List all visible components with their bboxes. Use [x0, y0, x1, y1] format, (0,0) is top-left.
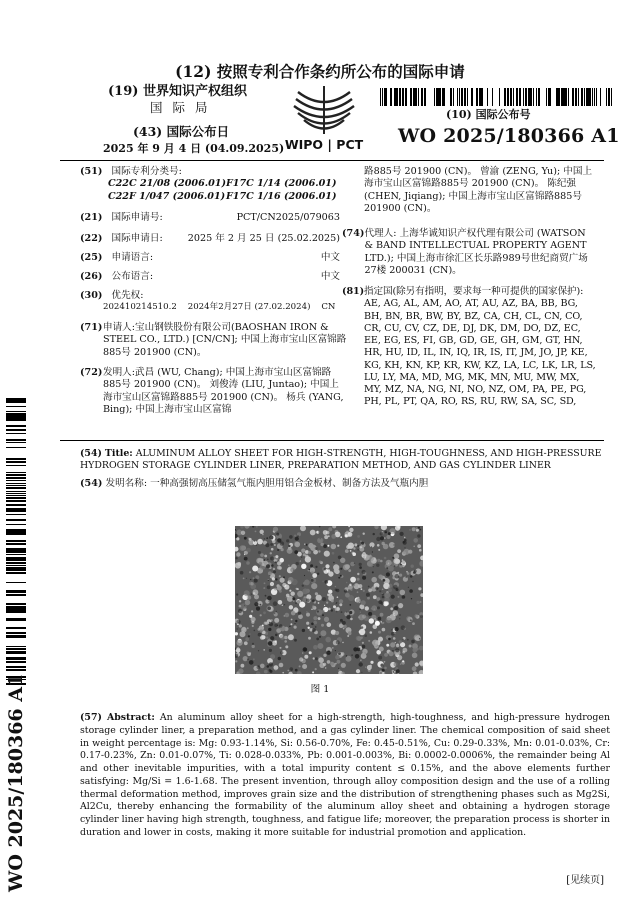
org-name-text: 世界知识产权组织 [142, 84, 247, 99]
abstract-label: Abstract: [106, 712, 155, 723]
pub-date-label [133, 124, 229, 140]
inventors-row [80, 367, 348, 416]
title-chinese [80, 478, 610, 490]
states-code: (81) [342, 286, 365, 297]
title-en-code: (54) [80, 448, 102, 459]
filing-lang-code: (25) [80, 252, 103, 263]
filing-row [80, 233, 348, 245]
abstract-code: (57) [80, 712, 102, 723]
logo-text: WIPO | PCT [284, 137, 364, 152]
app-no: PCT/CN2025/079063 [236, 212, 340, 223]
priority-code: (30) [80, 290, 103, 301]
ipc-code: (51) [80, 166, 103, 177]
publication-number: WO 2025/180366 A1 [398, 125, 620, 147]
filing-label: 国际申请日: [111, 233, 163, 244]
filing-code: (22) [80, 233, 103, 244]
document-title: (12) 按照专利合作条约所公布的国际申请 [175, 62, 465, 81]
priority-label: 优先权: [111, 290, 144, 301]
pub-no-label [446, 108, 531, 122]
pub-date-code: (43) [133, 124, 163, 139]
ipc-item: F17C 1/16 (2006.01) [226, 190, 337, 202]
applicant-code: (71) [80, 322, 103, 333]
title-cn-code: (54) [80, 478, 103, 489]
inventors-code: (72) [80, 367, 103, 378]
filing-lang-row [80, 252, 348, 264]
filing-lang-label: 申请语言: [111, 252, 154, 263]
filing-lang: 中文 [320, 252, 340, 263]
app-no-row [80, 212, 348, 224]
inventors: 发明人:武昌 (WU, Chang); 中国上海市宝山区富锦路885号 201900 (CN)。 刘俊涛 (LIU, Juntao); 中国上海市宝山区富锦路885号 201900 (CN)。 杨兵 (YANG, Bing); 中国上海市宝山区富锦 [103, 367, 344, 415]
agent-row [342, 228, 596, 277]
continued-note: [见续页] [566, 875, 604, 886]
pub-date-label-text: 国际公布日 [166, 124, 230, 139]
org-sub: 国 际 局 [150, 100, 211, 115]
ipc-label: 国际专利分类号: [111, 166, 182, 177]
app-no-label: 国际申请号: [111, 212, 163, 223]
priority-value: 202410214510.2 2024年2月27日 (27.02.2024) CN [103, 302, 336, 313]
ipc-item: C22F 1/047 (2006.01) [108, 190, 226, 202]
wipo-logo [278, 82, 370, 152]
states-row [342, 286, 596, 409]
org-name [108, 84, 247, 101]
inventors-continued: 路885号 201900 (CN)。 曾渝 (ZENG, Yu); 中国上海市宝山区富锦路885号 201900 (CN)。 陈纪强 (CHEN, Jiqiang); 中国上海市宝山区富锦路885号 201900 (CN)。 [364, 166, 593, 214]
abstract [80, 712, 610, 840]
applicant-row [80, 322, 348, 359]
figure-caption: 图 1 [310, 684, 330, 695]
agent: 代理人: 上海华诚知识产权代理有限公司 (WATSON & BAND INTELLECTUAL PROPERTY AGENT LTD.); 中国上海市徐汇区长乐路989号世纪商贸广场27楼 200031 (CN)。 [364, 228, 588, 276]
title-en-label: Title: [104, 448, 133, 459]
pub-lang-row [80, 271, 348, 283]
priority-row [80, 290, 348, 313]
pub-no-code: (10) [446, 108, 472, 121]
org-code: (19) [108, 84, 139, 99]
applicant: 申请人:宝山钢铁股份有限公司(BAOSHAN IRON & STEEL CO., LTD.) [CN/CN]; 中国上海市宝山区富锦路885号 201900 (CN)。 [103, 322, 347, 358]
divider [60, 160, 604, 161]
app-no-code: (21) [80, 212, 103, 223]
side-publication-number [4, 673, 29, 892]
pub-lang: 中文 [320, 271, 340, 282]
micrograph-figure [235, 526, 423, 674]
pub-no-label-text: 国际公布号 [475, 108, 531, 121]
barcode [380, 88, 612, 106]
abstract-text: An aluminum alloy sheet for a high-strength, high-toughness, and high-pressure hydrogen storage cylinder liner, a preparation method, and a gas cylinder liner. The chemical composition of said sheet in weight percentage is: Mg: 0.93-1.14%, Si: 0.56-0.70%, Fe: 0.45-0.51%, Cu: 0.29-0.33%, Mn: 0.01-0.03%, Cr: 0.17-0.23%, Zn: 0.01-0.07%, Ti: 0.028-0.033%, Pb: 0.001-0.003%, Bi: 0.0002-0.0006%, the remainder being Al and other inevitable impurities, with a total impurity content ≤ 0.15%, and the above elements further satisfying: Mg/Si = 1.6-1.68. The present invention, through alloy composition design and the use of a rolling thermal deformation method, improves grain size and the distribution of strengthening phases such as Mg2Si, Al2Cu, thereby enhancing the formability of the aluminum alloy sheet and obtaining a hydrogen storage cylinder liner having high strength, toughness, and fatigue life; moreover, the preparation process is shorter in duration and lower in costs, making it more suitable for industrial promotion and application. [80, 712, 610, 839]
pub-lang-label: 公布语言: [111, 271, 154, 282]
side-text: WO 2025/180366 A1 [5, 673, 27, 892]
divider [60, 440, 604, 441]
pub-lang-code: (26) [80, 271, 103, 282]
designated-states: 指定国(除另有指明，要求每一种可提供的国家保护): AE, AG, AL, AM, AO, AT, AU, AZ, BA, BB, BG, BH, BN, BR, BW, BY, BZ, CA, CH, CL, CN, CO, CR, CU, CV, CZ, DE, DJ, DK, DM, DO, DZ, EC, EE, EG, ES, FI, GB, GD, GE, GH, GM, GT, HN, HR, HU, ID, IL, IN, IQ, IR, IS, IT, JM, JO, JP, KE, KG, KH, KN, KP, KR, KW, KZ, LA, LC, LK, LR, LS, LU, LY, MA, MD, MG, MK, MN, MU, MW, MX, MY, MZ, NA, NG, NI, NO, NZ, OM, PA, PE, PG, PH, PL, PT, QA, RO, RS, RU, RW, SA, SC, SD, [364, 286, 596, 408]
side-barcode [6, 398, 26, 688]
pub-date: 2025 年 9 月 4 日 (04.09.2025) [103, 142, 285, 155]
title-english [80, 448, 610, 472]
title-en-text: ALUMINUM ALLOY SHEET FOR HIGH-STRENGTH, HIGH-TOUGHNESS, AND HIGH-PRESSURE HYDROGEN STORAGE CYLINDER LINER, PREPARATION METHOD, AND GAS CYLINDER LINER [80, 448, 602, 472]
filing-date: 2025 年 2 月 25 日 (25.02.2025) [187, 233, 340, 244]
title-cn-text: 发明名称: 一种高强韧高压储氢气瓶内胆用铝合金板材、制备方法及气瓶内胆 [105, 478, 429, 489]
agent-code: (74) [342, 228, 365, 239]
ipc-item: C22C 21/08 (2006.01) [108, 178, 226, 190]
ipc-item: F17C 1/14 (2006.01) [226, 178, 337, 190]
ipc-section [80, 166, 348, 203]
